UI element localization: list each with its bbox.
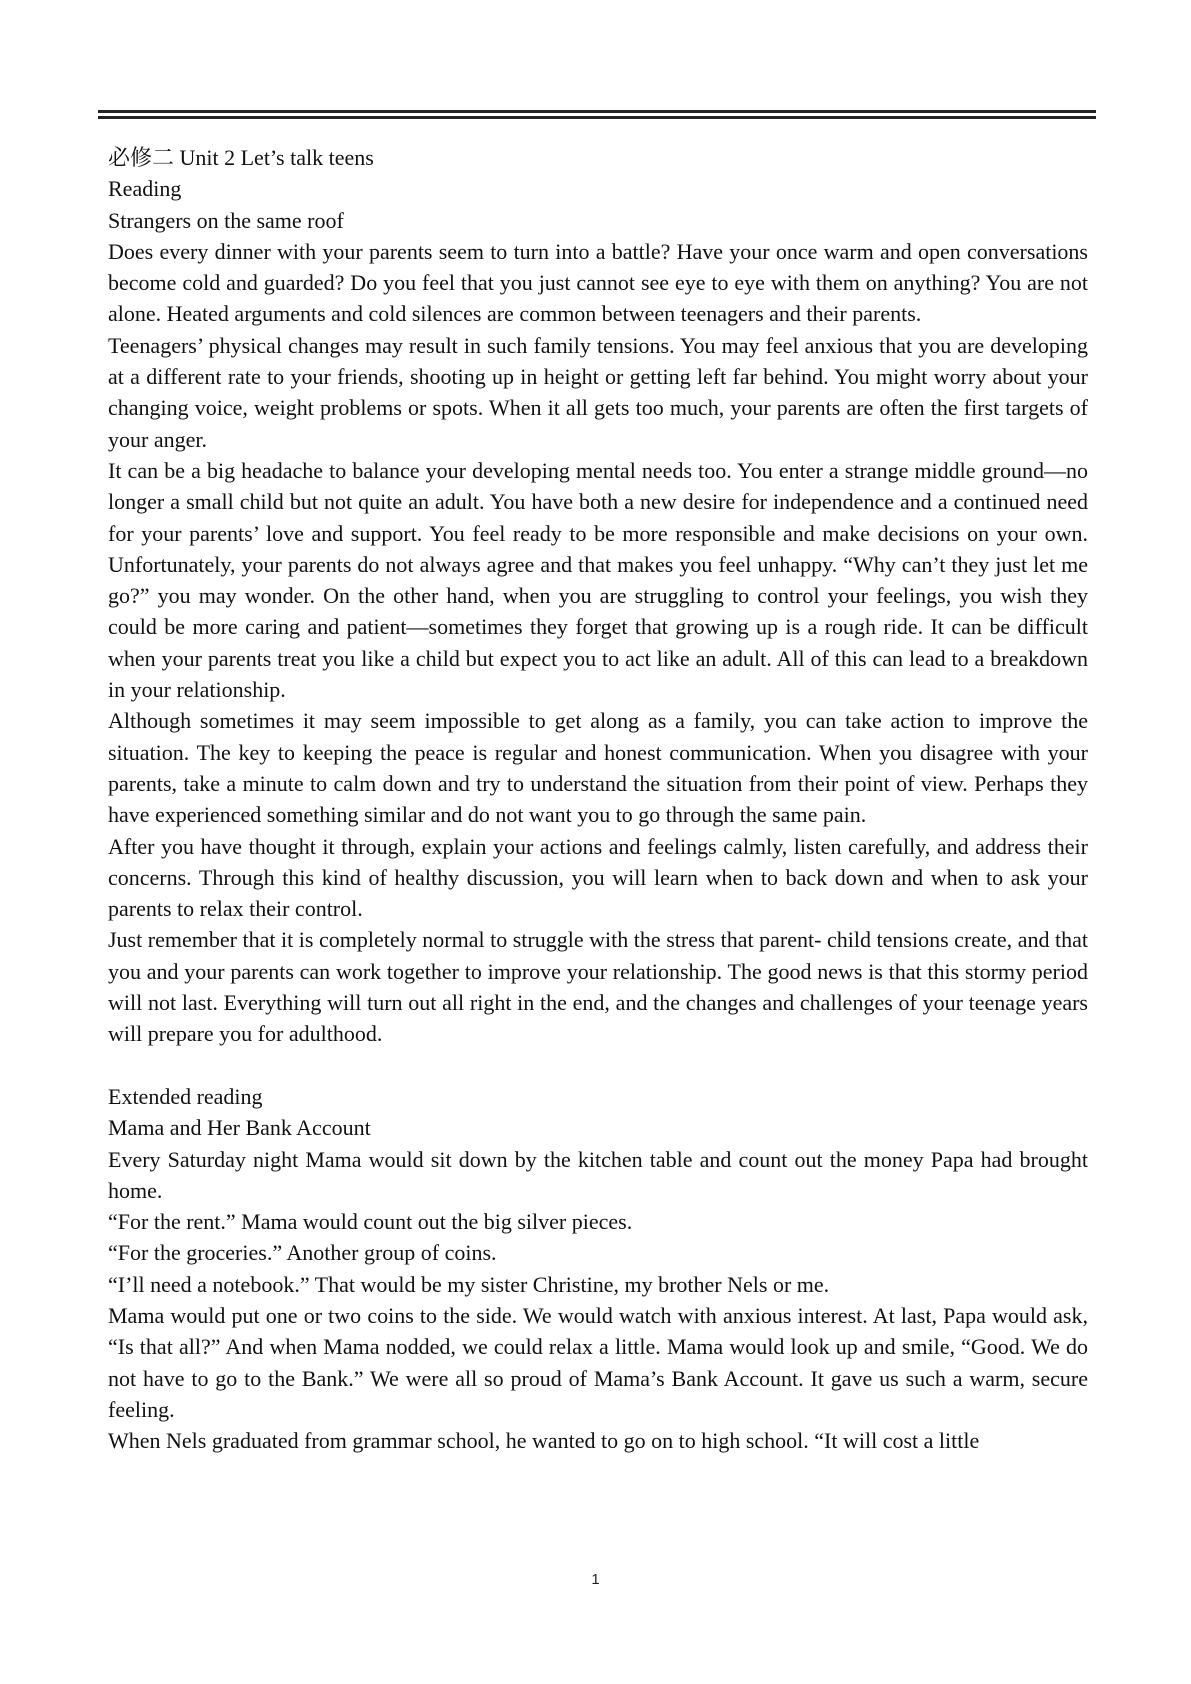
section-label-extended-reading: Extended reading bbox=[108, 1083, 263, 1109]
article-title-strangers: Strangers on the same roof bbox=[108, 207, 344, 233]
page-number: 1 bbox=[591, 1571, 600, 1588]
document-heading: 必修二 Unit 2 Let’s talk teens bbox=[108, 145, 374, 170]
paragraph: Although sometimes it may seem impossible to get along as a family, you can take action to improve the situation. The key to keeping the peace is regular and honest communication. When you disagree with your parents, take a minute to calm down and try to understand the situation from their point of view. Perhaps they have experienced something similar and do not want you to go through the same pain. bbox=[108, 708, 1088, 828]
paragraph: Every Saturday night Mama would sit down by the kitchen table and count out the money Papa had brought home. bbox=[108, 1146, 1088, 1203]
paragraph: Teenagers’ physical changes may result in such family tensions. You may feel anxious that you are developing at a different rate to your friends, shooting up in height or getting left far behind. You might worry about your changing voice, weight problems or spots. When it all gets too much, your parents are often the first targets of your anger. bbox=[108, 332, 1088, 452]
paragraph: “For the groceries.” Another group of coins. bbox=[108, 1240, 497, 1266]
section-label-reading: Reading bbox=[108, 176, 182, 202]
paragraph: It can be a big headache to balance your developing mental needs too. You enter a strange middle ground—no longer a small child but not quite an adult. You have both a new desire for independence and a continued need for your parents’ love and support. You feel ready to be more responsible and make decisions on your own. Unfortunately, your parents do not always agree and that makes you feel unhappy. “Why can’t they just let me go?” you may wonder. On the other hand, when you are struggling to control your feelings, you wish they could be more caring and patient—sometimes they forget that growing up is a rough ride. It can be difficult when your parents treat you like a child but expect you to act like an adult. All of this can lead to a breakdown in your relationship. bbox=[108, 457, 1088, 703]
paragraph: Mama would put one or two coins to the side. We would watch with anxious interest. At last, Papa would ask, “Is that all?” And when Mama nodded, we could relax a little. Mama would look up and smile, “Good. We do not have to go to the Bank.” We were all so proud of Mama’s Bank Account. It gave us such a warm, secure feeling. bbox=[108, 1302, 1088, 1422]
document-body bbox=[108, 142, 1088, 1456]
section-spacer bbox=[108, 1050, 1088, 1081]
paragraph: After you have thought it through, explain your actions and feelings calmly, listen carefully, and address their concerns. Through this kind of healthy discussion, you will learn when to back down and when to ask your parents to relax their control. bbox=[108, 833, 1088, 922]
article-title-mama: Mama and Her Bank Account bbox=[108, 1115, 371, 1141]
paragraph: When Nels graduated from grammar school, he wanted to go on to high school. “It will cost a little bbox=[108, 1428, 980, 1454]
header-double-rule bbox=[98, 110, 1096, 119]
paragraph: Just remember that it is completely normal to struggle with the stress that parent- child tensions create, and that you and your parents can work together to improve your relationship. The good news is that this stormy period will not last. Everything will turn out all right in the end, and the changes and challenges of your teenage years will prepare you for adulthood. bbox=[108, 927, 1088, 1047]
paragraph: Does every dinner with your parents seem to turn into a battle? Have your once warm and open conversations become cold and guarded? Do you feel that you just cannot see eye to eye with them on anything? You are not alone. Heated arguments and cold silences are common between teenagers and their parents. bbox=[108, 238, 1088, 327]
paragraph: “For the rent.” Mama would count out the big silver pieces. bbox=[108, 1209, 633, 1235]
paragraph: “I’ll need a notebook.” That would be my sister Christine, my brother Nels or me. bbox=[108, 1271, 830, 1297]
